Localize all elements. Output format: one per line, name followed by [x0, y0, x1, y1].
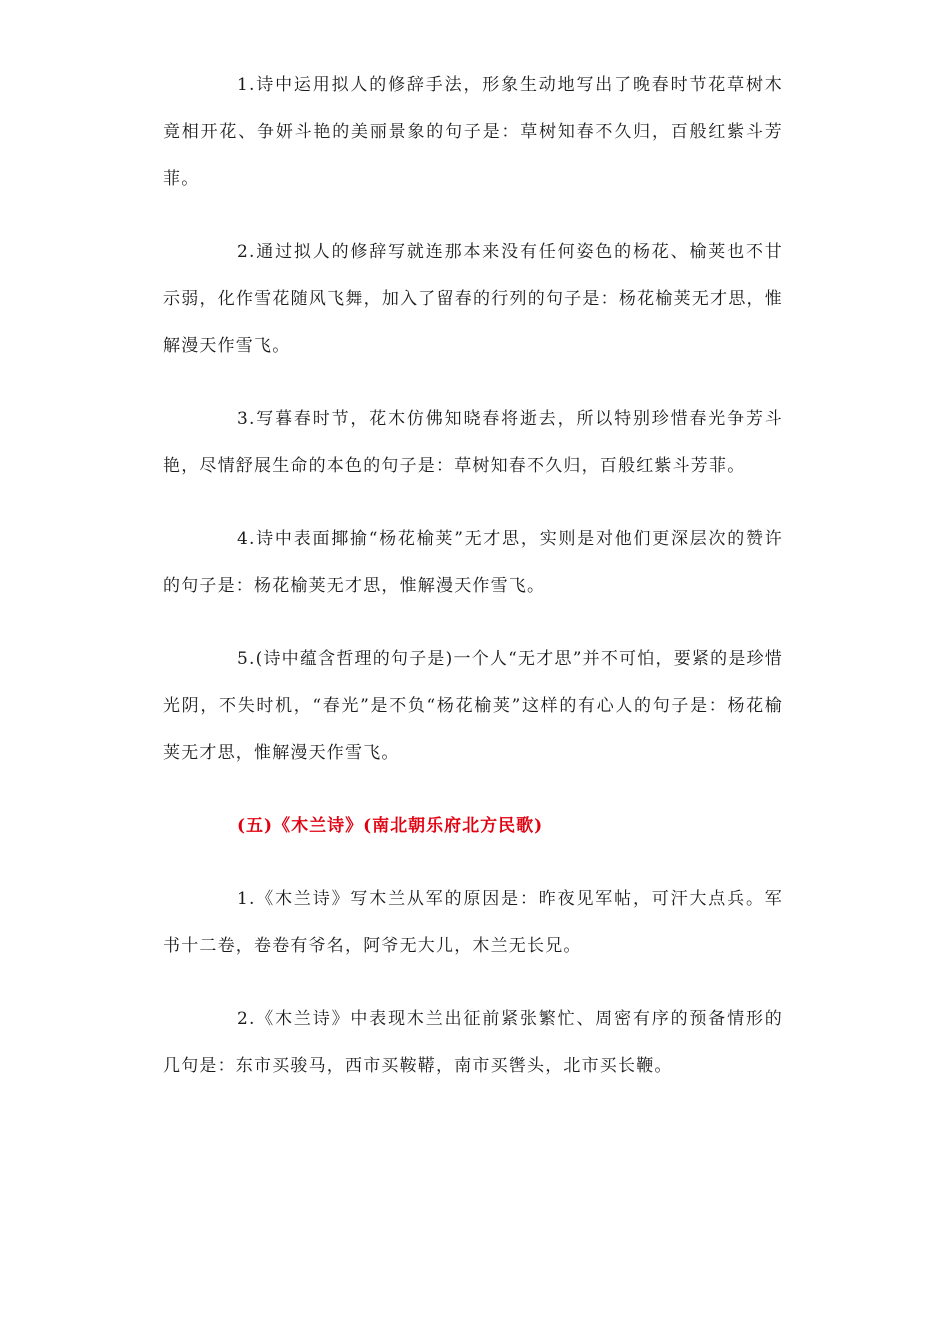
- paragraph-item-4: 4.诗中表面揶揄“杨花榆荚”无才思，实则是对他们更深层次的赞许的句子是：杨花榆荚无才思，惟解漫天作雪飞。: [163, 529, 783, 596]
- document-page: [163, 62, 783, 1116]
- paragraph-mulan-2: 2.《木兰诗》中表现木兰出征前紧张繁忙、周密有序的预备情形的几句是：东市买骏马，西市买鞍鞯，南市买辔头，北市买长鞭。: [163, 1009, 783, 1076]
- paragraph-item-2: 2.通过拟人的修辞写就连那本来没有任何姿色的杨花、榆荚也不甘示弱，化作雪花随风飞舞，加入了留春的行列的句子是：杨花榆荚无才思，惟解漫天作雪飞。: [163, 242, 783, 356]
- paragraph-item-3: 3.写暮春时节，花木仿佛知晓春将逝去，所以特别珍惜春光争芳斗艳，尽情舒展生命的本色的句子是：草树知春不久归，百般红紫斗芳菲。: [163, 409, 783, 476]
- paragraph-item-5: 5.(诗中蕴含哲理的句子是)一个人“无才思”并不可怕，要紧的是珍惜光阴，不失时机，“春光”是不负“杨花榆荚”这样的有心人的句子是：杨花榆荚无才思，惟解漫天作雪飞。: [163, 649, 783, 763]
- paragraph-mulan-1: 1.《木兰诗》写木兰从军的原因是：昨夜见军帖，可汗大点兵。军书十二卷，卷卷有爷名，阿爷无大儿，木兰无长兄。: [163, 889, 783, 956]
- section-heading: (五)《木兰诗》(南北朝乐府北方民歌): [237, 816, 544, 836]
- paragraph-item-1: 1.诗中运用拟人的修辞手法，形象生动地写出了晚春时节花草树木竟相开花、争妍斗艳的美丽景象的句子是：草树知春不久归，百般红紫斗芳菲。: [163, 75, 783, 189]
